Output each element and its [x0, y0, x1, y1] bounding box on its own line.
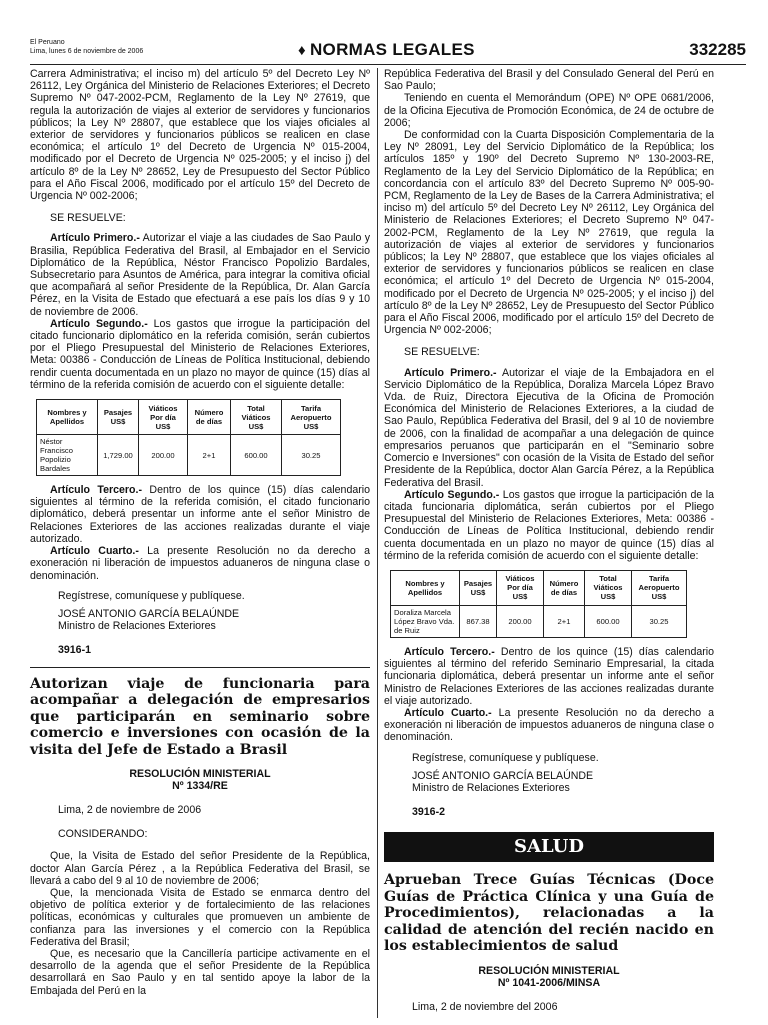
closing-formula: Regístrese, comuníquese y publíquese. [58, 589, 245, 602]
signer-title: Ministro de Relaciones Exteriores [58, 620, 216, 633]
table-header: Total Viáticos US$ [585, 570, 632, 605]
section-banner: SALUD [384, 832, 714, 862]
article-label: Artículo Primero.- [50, 232, 140, 245]
considerando-heading: CONSIDERANDO: [58, 828, 148, 841]
article-4 [30, 545, 370, 582]
table-header: Total Viáticos US$ [231, 400, 282, 435]
article-text: Autorizar el viaje a las ciudades de Sao Paulo y Brasilia, República Federativa del Brasil, al Embajador en el Servicio Diplomático de la República, Néstor Francisco Popolizio Bardales, Subsecretario para Asuntos de América, para integrar la comitiva oficial que acompañará al señor Presidente de la República, Dr. Alan García Pérez, en la Visita de Estado que efectuará a ese país los días 9 y 10 de noviembre de 2006. [30, 232, 370, 318]
table-cell: 2+1 [188, 435, 231, 476]
table-header: Viáticos Por día US$ [139, 400, 188, 435]
table-header: Número de días [544, 570, 585, 605]
section-title-text: NORMAS LEGALES [309, 40, 475, 59]
expense-table [36, 399, 341, 476]
table-cell: 200.00 [139, 435, 188, 476]
section-title [298, 40, 475, 60]
table-header: Viáticos Por día US$ [497, 570, 544, 605]
article-label: Artículo Cuarto.- [404, 706, 492, 719]
shield-icon: ♦ [298, 42, 306, 59]
table-cell: 30.25 [282, 435, 341, 476]
page-header [30, 38, 746, 65]
article-label: Artículo Segundo.- [50, 317, 148, 330]
article-text: La presente Resolución no da derecho a exoneración ni liberación de impuestos aduaneros de ninguna clase o denominación. [30, 545, 370, 582]
article-text: Autorizar el viaje de la Embajadora en el Servicio Diplomático de la República, Doraliza Marcela López Bravo Vda. de Ruiz, Directora Ejecutiva de la Oficina de Promoción Económica del Ministerio de Relaciones Exteriores, a la ciudad de Sao Paulo, República Federativa del Brasil, del 9 al 10 de noviembre de 2006, con la finalidad de acompañar a una delegación de quince empresarios peruanos que participarán en el "Seminario sobre Comercio e Inversiones" con ocasión de la Visita de Estado del señor Presidente de la República, doctor Alan García Pérez, a la República Federativa del Brasil. [384, 366, 714, 489]
resuelve-heading: SE RESUELVE: [50, 212, 126, 225]
right-column [384, 68, 714, 1025]
article-text: Los gastos que irrogue la participación de la citada funcionaria diplomática, serán cubiertos por el Pliego Presupuestal del Ministerio de Relaciones Exteriores, Meta: 00386 - Conducción de Líneas de Política Institucional, debiendo rendir cuenta documentada en un plazo no mayor de quince (15) días al término de la referida comisión de acuerdo con el siguiente detalle: [384, 488, 714, 562]
table-cell: 867.38 [460, 605, 497, 637]
table-cell: Doraliza Marcela López Bravo Vda. de Ruiz [391, 605, 460, 637]
expense-table [390, 570, 687, 638]
document-code: 3916-2 [412, 806, 445, 819]
article-label: Artículo Tercero.- [404, 645, 495, 658]
resolution-date: Lima, 2 de noviembre de 2006 [58, 804, 202, 817]
paragraph: Que, la mencionada Visita de Estado se enmarca dentro del objetivo de política exterior y de fortalecimiento de las relaciones políticas, económicas y culturales que promueven un ambiente de confianza para las inversiones y el comercio con la República Federativa del Brasil; [30, 887, 370, 948]
resolution-number: Nº 1334/RE [172, 780, 228, 793]
article-4 [384, 707, 714, 744]
table-cell: 2+1 [544, 605, 585, 637]
signer-name: JOSÉ ANTONIO GARCÍA BELAÚNDE [412, 769, 594, 782]
table-header: Nombres y Apellidos [391, 570, 460, 605]
table-row [391, 605, 687, 637]
publisher-name: El Peruano [30, 39, 65, 46]
article-headline: Autorizan viaje de funcionaria para acompañar a delegación de empresarios que participarán en seminario sobre comercio e inversiones con ocasión de la visita del Jefe de Estado a Brasil [30, 675, 370, 758]
left-column [30, 68, 370, 997]
paragraph: Teniendo en cuenta el Memorándum (OPE) Nº OPE 0681/2006, de la Oficina Ejecutiva de Promoción Económica, de 24 de octubre de 2006; [384, 92, 714, 129]
paragraph: Que, es necesario que la Cancillería participe activamente en el desarrollo de la agenda que el señor Presidente de la República desarrollará en Sao Paulo y en tal sentido apoye la labor de la Embajada del Perú en la [30, 948, 370, 997]
resolution-title: RESOLUCIÓN MINISTERIAL [478, 964, 620, 977]
table-header: Pasajes US$ [460, 570, 497, 605]
table-header: Pasajes US$ [98, 400, 139, 435]
article-label: Artículo Segundo.- [404, 488, 500, 501]
section-rule [30, 667, 370, 668]
article-text: Dentro de los quince (15) días calendario siguientes al término de la referida comisión, el citado funcionario diplomático, deberá presentar un informe ante el señor Ministro de Relaciones Exteriores de las acciones realizadas durante el viaje autorizado. [30, 484, 370, 545]
table-header: Tarifa Aeropuerto US$ [282, 400, 341, 435]
table-row [37, 435, 341, 476]
article-label: Artículo Cuarto.- [50, 545, 139, 558]
page-number: 332285 [689, 40, 746, 59]
resolution-date: Lima, 2 de noviembre del 2006 [412, 1000, 558, 1013]
article-3 [30, 484, 370, 545]
paragraph: República Federativa del Brasil y del Consulado General del Perú en Sao Paulo; [384, 68, 714, 93]
table-header: Nombres y Apellidos [37, 400, 98, 435]
column-divider [377, 68, 378, 1018]
table-header-row [37, 400, 341, 435]
signer-title: Ministro de Relaciones Exteriores [412, 781, 570, 794]
resuelve-heading: SE RESUELVE: [404, 346, 480, 359]
article-text: Dentro de los quince (15) días calendario siguientes al término del referido Seminario Empresarial, la citada funcionaria diplomática, deberá presentar un informe ante el señor Ministro de Relaciones Exteriores de las acciones realizadas durante el viaje autorizado. [384, 645, 714, 707]
header-left [30, 38, 143, 56]
table-header: Número de días [188, 400, 231, 435]
table-cell: 600.00 [231, 435, 282, 476]
article-label: Artículo Primero.- [404, 366, 497, 379]
table-cell: 1,729.00 [98, 435, 139, 476]
signer-name: JOSÉ ANTONIO GARCÍA BELAÚNDE [58, 607, 240, 620]
table-header: Tarifa Aeropuerto US$ [632, 570, 687, 605]
paragraph: Carrera Administrativa; el inciso m) del artículo 5º del Decreto Ley Nº 26112, Ley Orgánica del Ministerio de Relaciones Exteriores; el Decreto Supremo Nº 047-2002-PCM, Reglamento de la Ley Nº 27619, que regula la autorización de viajes al exterior de servidores y funcionarios públicos; la Ley Nº 28807, que establece que los viajes oficiales al exterior de servidores y funcionarios públicos se realicen en clase económica; el artículo 1º del Decreto de Urgencia Nº 015-2004, modificado por el Decreto de Urgencia Nº 025-2005; y el inciso j) del artículo 8º de la Ley Nº 28652, Ley de Presupuesto del Sector Público para el Año Fiscal 2006, modificado por el artículo 15º del Decreto de Urgencia Nº 002-2006; [30, 68, 370, 203]
closing-formula: Regístrese, comuníquese y publíquese. [412, 751, 599, 764]
paragraph: Que, la Visita de Estado del señor Presidente de la República, doctor Alan García Pérez , a la República Federativa del Brasil, se llevará a cabo del 9 al 10 de noviembre de 2006; [30, 850, 370, 887]
issue-date: Lima, lunes 6 de noviembre de 2006 [30, 48, 144, 55]
article-1 [384, 367, 714, 489]
table-cell: 200.00 [497, 605, 544, 637]
document-code: 3916-1 [58, 644, 91, 657]
article-2 [30, 318, 370, 391]
article-3 [384, 646, 714, 707]
article-headline: Aprueban Trece Guías Técnicas (Doce Guías de Práctica Clínica y una Guía de Procedimientos), relacionadas a la calidad de atención del recién nacido en los establecimientos de salud [384, 872, 714, 955]
article-label: Artículo Tercero.- [50, 484, 142, 497]
table-cell: 600.00 [585, 605, 632, 637]
article-text: Los gastos que irrogue la participación del citado funcionario diplomático en la referida comisión, serán cubiertos por el Pliego Presupuestal del Ministerio de Relaciones Exteriores, Meta: 00386 - Conducción de Líneas de Política Institucional, debiendo rendir cuenta documentada en un plazo no mayor de quince (15) días al término de la referida comisión de acuerdo con el siguiente detalle: [30, 317, 371, 391]
table-header-row [391, 570, 687, 605]
article-text: La presente Resolución no da derecho a exoneración ni liberación de impuestos aduaneros de ninguna clase o denominación. [384, 706, 714, 744]
article-1 [30, 232, 370, 317]
table-cell: Néstor Francisco Popolizio Bardales [37, 435, 98, 476]
paragraph: De conformidad con la Cuarta Disposición Complementaria de la Ley Nº 28091, Ley del Servicio Diplomático de la República; los artículos 185º y 190º del Decreto Supremo Nº 130-2003-RE, Reglamento de la Ley del Servicio Diplomático de la República; en concordancia con el artículo 83º del Decreto Supremo Nº 005-90-PCM, Reglamento de la Ley de Bases de la Carrera Administrativa; el inciso m) del artículo 5º del Decreto Ley Nº 26112, Ley Orgánica del Ministerio de Relaciones Exteriores; el Decreto Supremo Nº 047-2002-PCM, Reglamento de la Ley Nº 27619, que regula la autorización de viajes al exterior de servidores y funcionarios públicos; la Ley Nº 28807, que establece que los viajes oficiales al exterior de servidores y funcionarios públicos se realicen en clase económica; el artículo 1º del Decreto de Urgencia Nº 015-2004, modificado por el Decreto de Urgencia Nº 025-2005; y el inciso j) del artículo 8º de la Ley Nº 28652, Ley de Presupuesto del Sector Público para el Año Fiscal 2006, modificado por el artículo 15º del Decreto de Urgencia Nº 002-2006; [384, 129, 714, 337]
article-2 [384, 489, 714, 562]
resolution-number: Nº 1041-2006/MINSA [497, 976, 601, 989]
resolution-title: RESOLUCIÓN MINISTERIAL [129, 768, 271, 781]
table-cell: 30.25 [632, 605, 687, 637]
